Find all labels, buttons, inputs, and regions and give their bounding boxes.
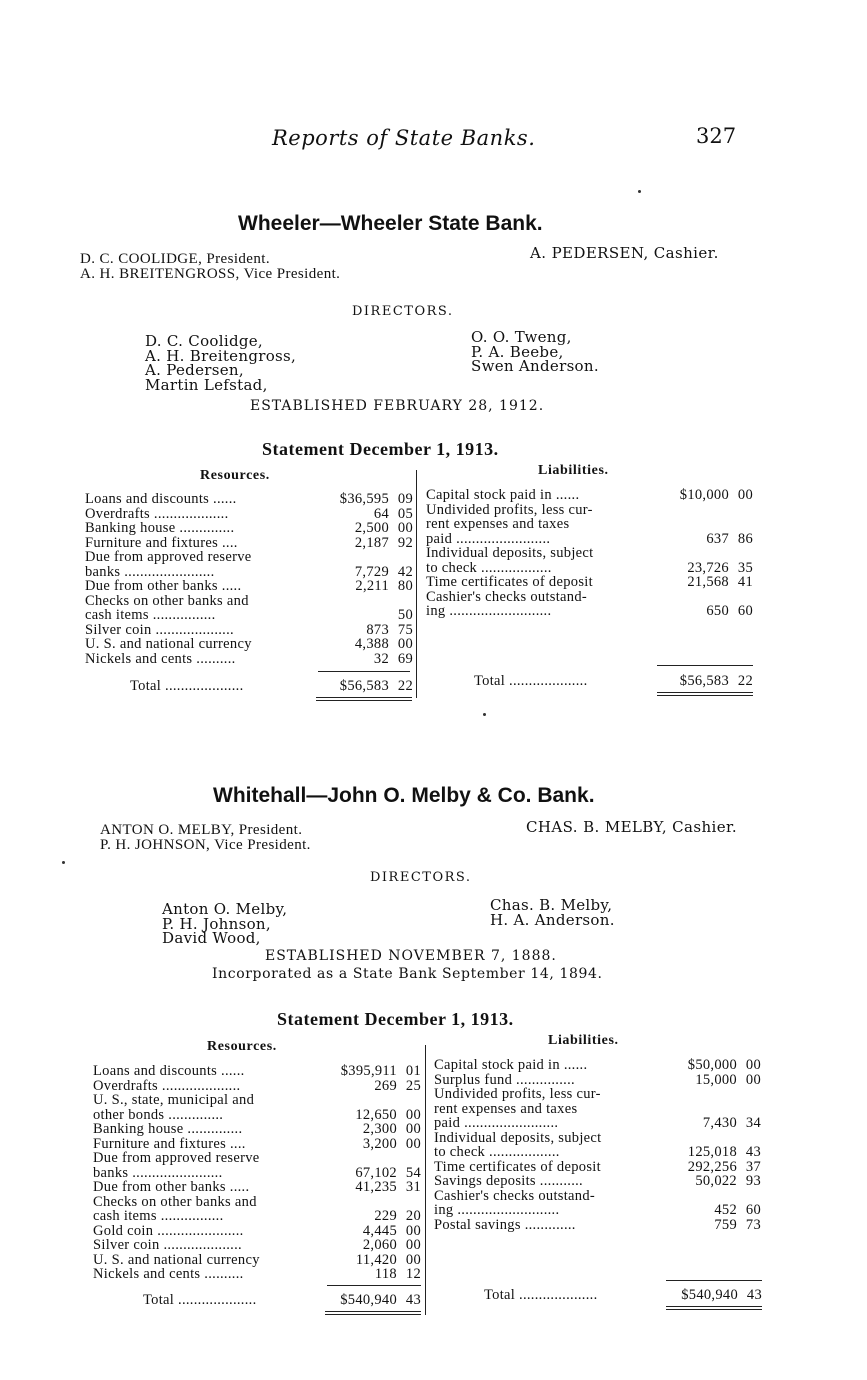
ledger-row (85, 608, 413, 623)
item-label: Individual deposits, subject (426, 546, 594, 561)
director-name: D. C. Coolidge, (145, 332, 263, 350)
ledger-row (426, 604, 753, 619)
item-label: Due from other banks ..... (93, 1180, 250, 1195)
resources-list (93, 1064, 421, 1282)
double-rule (666, 1306, 762, 1307)
ledger-row (434, 1058, 761, 1073)
item-cents (737, 1131, 761, 1146)
item-label: ing .......................... (426, 604, 552, 619)
ledger-row (426, 517, 753, 532)
double-rule (316, 697, 412, 698)
ledger-row (434, 1145, 761, 1160)
cashier: CHAS. B. MELBY, Cashier. (526, 818, 738, 836)
ledger-row (85, 521, 413, 536)
ledger-row (93, 1224, 421, 1239)
item-cents: 42 (397, 563, 413, 580)
liabilities-heading: Liabilities. (538, 463, 609, 478)
ledger-row (93, 1064, 421, 1079)
item-label: Loans and discounts ...... (85, 492, 237, 507)
item-cents: 00 (405, 1135, 421, 1152)
total-label: Total .................... (474, 673, 588, 689)
director-name: P. A. Beebe, (471, 342, 564, 361)
ledger-row (85, 565, 413, 580)
item-label: cash items ................ (93, 1209, 224, 1224)
item-label: Cashier's checks outstand- (426, 589, 588, 604)
item-label: Nickels and cents .......... (93, 1267, 244, 1282)
double-rule (325, 1311, 421, 1312)
item-label: Surplus fund ............... (434, 1072, 575, 1087)
item-label: Cashier's checks outstand- (434, 1188, 596, 1203)
item-label: Due from approved reserve (85, 550, 252, 565)
double-rule (657, 692, 753, 693)
liabilities-total-row (474, 673, 753, 690)
item-amount: $36,595 (339, 491, 389, 507)
ledger-row (93, 1093, 421, 1108)
item-amount: 2,500 (354, 520, 389, 536)
president: D. C. COOLIDGE, President. (80, 251, 270, 267)
ledger-row (426, 488, 753, 503)
ledger-row (434, 1203, 761, 1218)
total-label: Total .................... (143, 1292, 257, 1308)
item-cents: 93 (745, 1173, 761, 1189)
print-speck (483, 713, 486, 716)
item-amount (323, 1195, 397, 1210)
ledger-row (434, 1160, 761, 1175)
item-cents (389, 550, 413, 565)
item-label: U. S. and national currency (85, 637, 252, 652)
director-name: Martin Lefstad, (145, 375, 268, 394)
item-label: to check .................. (426, 560, 552, 575)
statement-title: Statement December 1, 1913. (262, 439, 499, 459)
double-rule (316, 700, 412, 701)
ledger-row (426, 503, 753, 518)
bank-title: Whitehall—John O. Melby & Co. Bank. (213, 784, 595, 807)
item-label: Time certificates of deposit (434, 1159, 601, 1174)
item-amount (655, 517, 729, 532)
ledger-row (93, 1108, 421, 1123)
item-label: Loans and discounts ...... (93, 1064, 245, 1079)
item-label: Furniture and fixtures .... (85, 535, 238, 550)
item-amount: 23,726 (687, 559, 729, 576)
item-label: to check .................. (434, 1145, 560, 1160)
item-amount: 32 (373, 650, 389, 667)
print-speck (62, 861, 65, 864)
item-label: Silver coin .................... (93, 1238, 242, 1253)
item-cents: 00 (405, 1106, 421, 1123)
item-cents (729, 517, 753, 532)
total-label: Total .................... (484, 1287, 598, 1303)
director-name: Swen Anderson. (471, 357, 599, 375)
item-label: Time certificates of deposit (426, 575, 593, 590)
officers-list (100, 823, 311, 853)
item-amount: 3,200 (362, 1135, 397, 1152)
item-amount (315, 594, 389, 609)
item-amount: 229 (374, 1208, 397, 1224)
item-cents (729, 546, 753, 561)
item-cents: 60 (745, 1202, 761, 1218)
item-label: U. S. and national currency (93, 1252, 260, 1267)
ledger-row (93, 1195, 421, 1210)
ledger-row (93, 1209, 421, 1224)
liabilities-total-row (484, 1287, 762, 1304)
ledger-row (85, 637, 413, 652)
item-amount: 7,729 (354, 563, 389, 580)
item-cents: 00 (745, 1071, 761, 1088)
director-name: P. H. Johnson, (162, 914, 271, 933)
item-cents: 00 (405, 1251, 421, 1268)
item-amount (663, 1189, 737, 1204)
item-amount: 15,000 (695, 1071, 737, 1088)
item-label: Overdrafts ................... (85, 506, 229, 521)
item-amount: 64 (373, 505, 389, 522)
director-name: David Wood, (162, 929, 261, 947)
ledger-row (85, 507, 413, 522)
ledger-row (85, 579, 413, 594)
bank-title: Wheeler—Wheeler State Bank. (238, 212, 543, 235)
total-amount: $540,940 (681, 1287, 738, 1303)
item-cents: 00 (405, 1121, 421, 1137)
item-label: Savings deposits ........... (434, 1174, 583, 1189)
total-amount: $56,583 (679, 673, 729, 689)
item-label: Banking house .............. (85, 521, 235, 536)
item-label: banks ....................... (93, 1165, 223, 1180)
item-label: Silver coin .................... (85, 622, 234, 637)
item-label: paid ........................ (434, 1116, 559, 1131)
ledger-row (426, 532, 753, 547)
item-label: cash items ................ (85, 608, 216, 623)
total-amount: $56,583 (339, 678, 389, 694)
item-cents: 00 (737, 487, 753, 503)
ledger-row (434, 1131, 761, 1146)
item-label: Checks on other banks and (93, 1194, 257, 1209)
item-label: banks ....................... (85, 564, 215, 579)
page-number: 327 (696, 124, 737, 148)
print-speck (638, 190, 641, 193)
ledger-row (85, 623, 413, 638)
item-amount (663, 1102, 737, 1117)
item-cents: 60 (737, 603, 753, 619)
item-label: U. S., state, municipal and (93, 1093, 255, 1108)
item-label: paid ........................ (426, 531, 551, 546)
director-name: Chas. B. Melby, (490, 896, 613, 914)
ledger-row (426, 590, 753, 605)
item-cents: 12 (405, 1266, 421, 1282)
item-cents: 05 (397, 505, 413, 522)
item-amount: 2,211 (355, 578, 389, 594)
item-amount: $10,000 (679, 487, 729, 503)
double-rule (325, 1314, 421, 1315)
ledger-row (93, 1267, 421, 1282)
item-label: Due from other banks ..... (85, 579, 242, 594)
director-name: A. H. Breitengross, (145, 346, 297, 365)
item-amount (655, 503, 729, 518)
item-label: Overdrafts .................... (93, 1078, 241, 1093)
ledger-row (426, 546, 753, 561)
resources-heading: Resources. (200, 468, 270, 483)
item-label: ing .......................... (434, 1203, 560, 1218)
total-cents: 43 (746, 1287, 762, 1303)
item-label: Due from approved reserve (93, 1151, 260, 1166)
officers-list (80, 252, 340, 282)
item-amount: 12,650 (355, 1106, 397, 1123)
item-cents: 00 (405, 1222, 421, 1239)
item-label: Furniture and fixtures .... (93, 1136, 246, 1151)
item-amount (663, 1131, 737, 1146)
item-amount: 11,420 (355, 1251, 397, 1268)
directors-left-column (145, 334, 296, 392)
ledger-row (434, 1174, 761, 1189)
item-label: rent expenses and taxes (426, 517, 570, 532)
resources-list (85, 492, 413, 666)
item-cents (397, 1093, 421, 1108)
ledger-row (85, 492, 413, 507)
item-cents: 35 (737, 559, 753, 576)
item-label: Nickels and cents .......... (85, 651, 236, 666)
item-cents: 43 (745, 1144, 761, 1160)
director-name: O. O. Tweng, (471, 328, 572, 346)
item-cents: 09 (397, 491, 413, 507)
sum-rule (327, 1285, 421, 1286)
item-amount (655, 546, 729, 561)
item-cents: 00 (397, 520, 413, 536)
item-cents (397, 1151, 421, 1166)
double-rule (666, 1309, 762, 1310)
sum-rule (666, 1280, 762, 1281)
item-amount (655, 590, 729, 605)
item-amount: 7,430 (702, 1115, 737, 1131)
established-date: ESTABLISHED FEBRUARY 28, 1912. (250, 398, 545, 414)
item-label: Undivided profits, less cur- (426, 502, 593, 517)
ledger-row (434, 1189, 761, 1204)
total-cents: 43 (405, 1292, 421, 1308)
item-cents: 20 (405, 1208, 421, 1224)
ledger-row (85, 594, 413, 609)
item-amount: 759 (714, 1216, 737, 1233)
item-label: Individual deposits, subject (434, 1130, 602, 1145)
item-amount (315, 550, 389, 565)
ledger-row (93, 1151, 421, 1166)
item-amount (315, 608, 389, 623)
established-date: ESTABLISHED NOVEMBER 7, 1888. (265, 948, 557, 964)
item-amount: 2,300 (362, 1121, 397, 1137)
sum-rule (318, 671, 410, 672)
item-amount: 4,445 (362, 1222, 397, 1239)
item-cents: 75 (397, 621, 413, 638)
item-cents: 80 (397, 578, 413, 594)
item-amount: 21,568 (687, 574, 729, 590)
item-cents (737, 1087, 761, 1102)
item-cents (389, 594, 413, 609)
item-amount: 41,235 (355, 1179, 397, 1195)
item-label: Banking house .............. (93, 1122, 243, 1137)
statement-title: Statement December 1, 1913. (277, 1009, 514, 1029)
item-cents (737, 1189, 761, 1204)
item-label: Capital stock paid in ...... (426, 488, 580, 503)
item-amount: 118 (374, 1266, 397, 1282)
item-amount: 452 (714, 1202, 737, 1218)
item-cents: 69 (397, 650, 413, 667)
item-amount: 4,388 (354, 636, 389, 652)
item-label: rent expenses and taxes (434, 1101, 578, 1116)
ledger-row (85, 652, 413, 667)
ledger-row (93, 1122, 421, 1137)
ledger-row (93, 1253, 421, 1268)
ledger-row (93, 1166, 421, 1181)
resources-total-row (143, 1292, 421, 1309)
item-cents: 00 (397, 636, 413, 652)
ledger-row (434, 1073, 761, 1088)
item-cents: 54 (405, 1164, 421, 1181)
incorporated-date: Incorporated as a State Bank September 14, 1894. (212, 966, 603, 982)
sum-rule (657, 665, 753, 666)
liabilities-list (426, 488, 753, 619)
item-amount: 650 (706, 603, 729, 619)
director-name: Anton O. Melby, (162, 900, 288, 918)
item-cents (397, 1195, 421, 1210)
item-cents: 92 (397, 534, 413, 551)
item-cents: 25 (405, 1077, 421, 1094)
item-amount: 269 (374, 1077, 397, 1094)
item-amount (663, 1087, 737, 1102)
item-cents: 37 (745, 1158, 761, 1175)
total-cents: 22 (397, 678, 413, 694)
ledger-row (93, 1180, 421, 1195)
ledger-row (426, 575, 753, 590)
directors-right-column (490, 898, 615, 927)
item-cents: 34 (745, 1115, 761, 1131)
total-label: Total .................... (130, 678, 244, 694)
item-amount: 125,018 (687, 1144, 737, 1160)
item-amount (323, 1151, 397, 1166)
item-amount: 873 (366, 621, 389, 638)
president: ANTON O. MELBY, President. (100, 822, 303, 838)
item-amount: 50,022 (695, 1173, 737, 1189)
item-amount: 2,187 (354, 534, 389, 551)
item-cents (737, 1102, 761, 1117)
item-amount: $50,000 (687, 1057, 737, 1073)
vice-president: P. H. JOHNSON, Vice President. (100, 837, 311, 853)
ledger-row (434, 1087, 761, 1102)
ledger-row (85, 550, 413, 565)
ledger-row (93, 1079, 421, 1094)
column-divider (425, 1045, 426, 1315)
ledger-row (93, 1137, 421, 1152)
item-cents (729, 503, 753, 518)
item-amount: 292,256 (687, 1158, 737, 1175)
item-amount: $395,911 (340, 1063, 397, 1079)
item-label: Postal savings ............. (434, 1217, 576, 1232)
ledger-row (85, 536, 413, 551)
director-name: A. Pedersen, (145, 361, 244, 379)
item-cents: 00 (405, 1237, 421, 1253)
item-label: Undivided profits, less cur- (434, 1087, 601, 1102)
column-divider (416, 470, 417, 698)
item-label: Gold coin ...................... (93, 1223, 244, 1238)
item-cents: 86 (737, 530, 753, 547)
item-label: Capital stock paid in ...... (434, 1058, 588, 1073)
directors-left-column (162, 902, 287, 946)
double-rule (657, 695, 753, 696)
ledger-row (434, 1102, 761, 1117)
cashier: A. PEDERSEN, Cashier. (530, 244, 719, 262)
item-cents: 00 (745, 1057, 761, 1073)
item-label: other bonds .............. (93, 1107, 224, 1122)
resources-total-row (130, 678, 413, 695)
item-amount: 67,102 (355, 1164, 397, 1181)
total-cents: 22 (737, 673, 753, 689)
liabilities-heading: Liabilities. (548, 1033, 619, 1048)
item-cents: 31 (405, 1179, 421, 1195)
running-head: Reports of State Banks. (272, 126, 536, 150)
ledger-row (426, 561, 753, 576)
item-cents: 73 (745, 1216, 761, 1233)
ledger-row (434, 1116, 761, 1131)
ledger-row (93, 1238, 421, 1253)
item-cents: 41 (737, 574, 753, 590)
directors-label: DIRECTORS. (370, 870, 472, 885)
item-cents: 01 (405, 1063, 421, 1079)
ledger-row (434, 1218, 761, 1233)
director-name: H. A. Anderson. (490, 910, 615, 929)
directors-label: DIRECTORS. (352, 304, 454, 319)
item-amount (323, 1093, 397, 1108)
total-amount: $540,940 (340, 1292, 397, 1308)
liabilities-list (434, 1058, 761, 1232)
item-cents (729, 590, 753, 605)
item-cents: 50 (397, 607, 413, 623)
directors-right-column (471, 330, 599, 374)
item-amount: 2,060 (362, 1237, 397, 1253)
vice-president: A. H. BREITENGROSS, Vice President. (80, 266, 341, 282)
item-label: Checks on other banks and (85, 593, 249, 608)
item-amount: 637 (706, 530, 729, 547)
resources-heading: Resources. (207, 1039, 277, 1054)
